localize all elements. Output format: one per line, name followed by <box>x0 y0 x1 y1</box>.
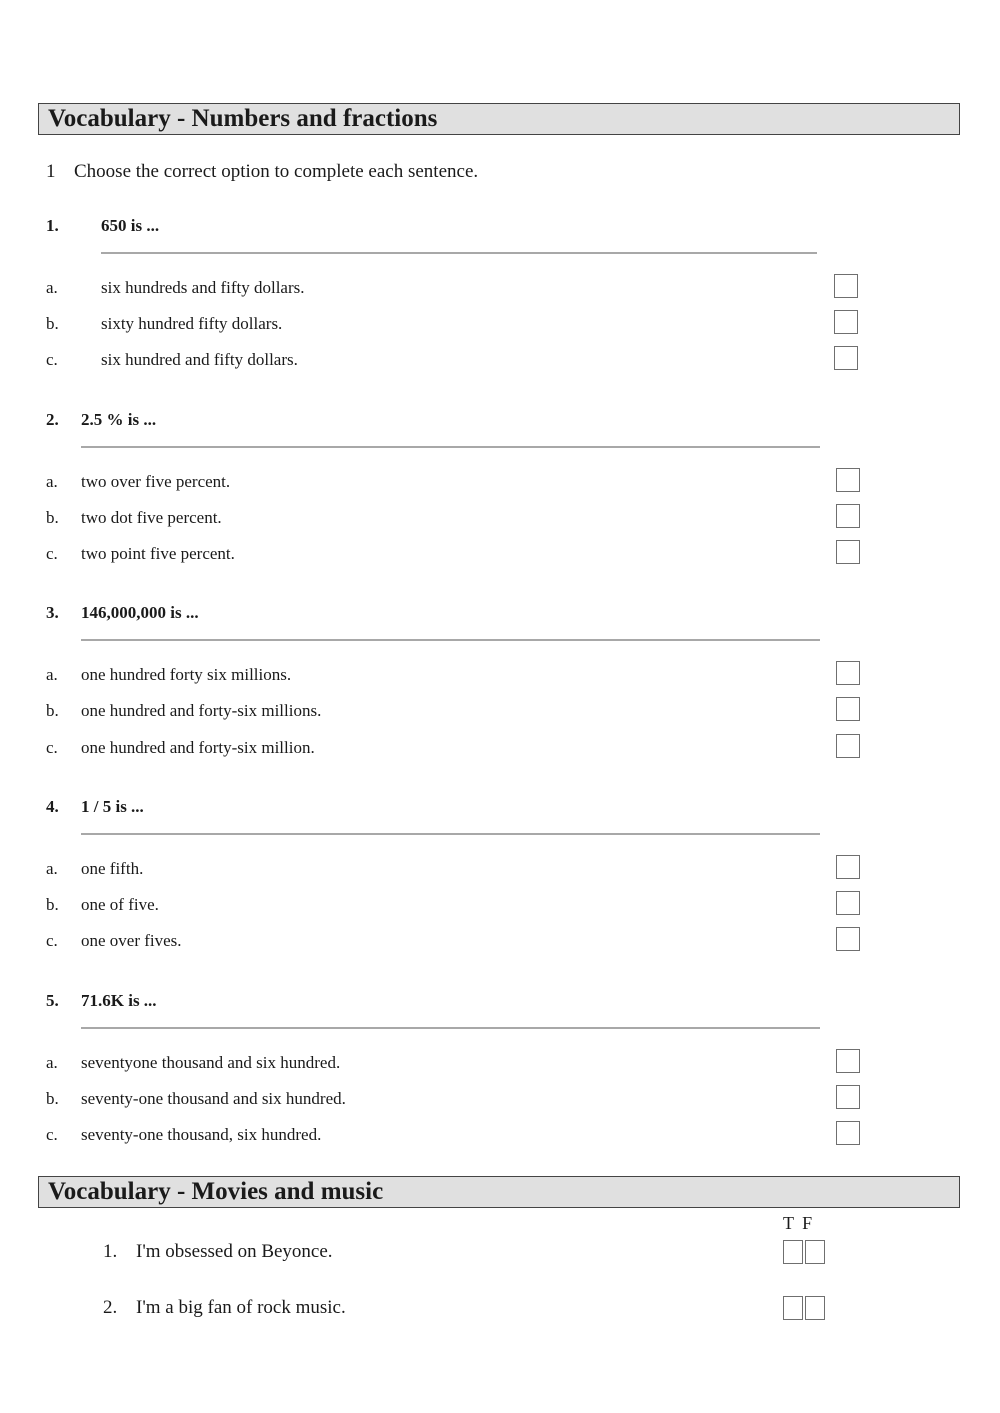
option-b <box>46 698 866 724</box>
answer-line <box>81 833 820 835</box>
section-header-numbers: Vocabulary - Numbers and fractions <box>38 103 960 135</box>
option-letter: a. <box>46 665 58 684</box>
option-text: one hundred forty six millions. <box>81 665 292 684</box>
statement-number: 2. <box>103 1297 118 1318</box>
option-letter: c. <box>46 544 58 563</box>
option-text: one fifth. <box>81 859 144 878</box>
option-b-checkbox[interactable] <box>836 1085 860 1109</box>
option-c <box>46 541 866 567</box>
section-header-movies-music: Vocabulary - Movies and music <box>38 1176 960 1208</box>
instruction-text: Choose the correct option to complete each sentence. <box>74 161 479 182</box>
option-letter: a. <box>46 278 58 297</box>
question-text: 71.6K is ... <box>81 991 157 1010</box>
answer-line <box>81 639 820 641</box>
option-text: six hundreds and fifty dollars. <box>101 278 305 297</box>
option-b <box>46 892 866 918</box>
option-b <box>46 1086 866 1112</box>
option-letter: a. <box>46 1053 58 1072</box>
option-letter: c. <box>46 931 58 950</box>
option-letter: c. <box>46 738 58 757</box>
option-c-checkbox[interactable] <box>834 346 858 370</box>
question-text: 650 is ... <box>101 216 160 235</box>
option-a <box>46 856 866 882</box>
question-number: 1. <box>46 216 59 235</box>
option-text: six hundred and fifty dollars. <box>101 350 298 369</box>
option-a <box>46 469 866 495</box>
option-b-checkbox[interactable] <box>836 891 860 915</box>
option-text: sixty hundred fifty dollars. <box>101 314 283 333</box>
option-c-checkbox[interactable] <box>836 927 860 951</box>
option-a <box>46 1050 866 1076</box>
option-a-checkbox[interactable] <box>836 661 860 685</box>
option-b-checkbox[interactable] <box>836 697 860 721</box>
statement-number: 1. <box>103 1241 118 1262</box>
statement-1 <box>103 1237 843 1267</box>
false-checkbox[interactable] <box>805 1240 825 1264</box>
true-checkbox[interactable] <box>783 1240 803 1264</box>
statement-2 <box>103 1293 843 1323</box>
option-letter: b. <box>46 701 59 720</box>
option-letter: b. <box>46 508 59 527</box>
option-letter: a. <box>46 859 58 878</box>
option-text: one of five. <box>81 895 159 914</box>
option-text: two point five percent. <box>81 544 235 563</box>
instruction-number: 1 <box>46 161 56 182</box>
option-text: seventy-one thousand and six hundred. <box>81 1089 346 1108</box>
option-text: seventyone thousand and six hundred. <box>81 1053 341 1072</box>
instruction <box>46 161 478 183</box>
option-c <box>46 1122 866 1148</box>
option-text: seventy-one thousand, six hundred. <box>81 1125 322 1144</box>
question-number: 5. <box>46 991 59 1010</box>
question-number: 3. <box>46 603 59 622</box>
question-text: 1 / 5 is ... <box>81 797 144 816</box>
true-false-header: T F <box>783 1213 813 1233</box>
option-a-checkbox[interactable] <box>836 468 860 492</box>
option-b <box>46 311 866 337</box>
option-b-checkbox[interactable] <box>834 310 858 334</box>
question-5 <box>46 990 866 1160</box>
option-c-checkbox[interactable] <box>836 1121 860 1145</box>
option-letter: b. <box>46 895 59 914</box>
statement-text: I'm obsessed on Beyonce. <box>136 1241 333 1262</box>
question-2 <box>46 409 866 579</box>
option-c <box>46 347 866 373</box>
option-a-checkbox[interactable] <box>834 274 858 298</box>
option-text: two dot five percent. <box>81 508 222 527</box>
option-text: two over five percent. <box>81 472 231 491</box>
option-letter: b. <box>46 314 59 333</box>
question-number: 4. <box>46 797 59 816</box>
false-checkbox[interactable] <box>805 1296 825 1320</box>
option-letter: b. <box>46 1089 59 1108</box>
question-number: 2. <box>46 410 59 429</box>
option-letter: a. <box>46 472 58 491</box>
option-a <box>46 662 866 688</box>
option-c <box>46 735 866 761</box>
option-letter: c. <box>46 350 58 369</box>
option-text: one over fives. <box>81 931 182 950</box>
option-b <box>46 505 866 531</box>
answer-line <box>101 252 817 254</box>
option-a <box>46 275 866 301</box>
option-letter: c. <box>46 1125 58 1144</box>
option-c-checkbox[interactable] <box>836 540 860 564</box>
answer-line <box>81 446 820 448</box>
option-a-checkbox[interactable] <box>836 1049 860 1073</box>
option-a-checkbox[interactable] <box>836 855 860 879</box>
statement-text: I'm a big fan of rock music. <box>136 1297 346 1318</box>
option-c-checkbox[interactable] <box>836 734 860 758</box>
question-3 <box>46 602 866 772</box>
option-c <box>46 928 866 954</box>
option-b-checkbox[interactable] <box>836 504 860 528</box>
question-text: 2.5 % is ... <box>81 410 157 429</box>
option-text: one hundred and forty-six millions. <box>81 701 322 720</box>
question-4 <box>46 796 866 966</box>
answer-line <box>81 1027 820 1029</box>
question-text: 146,000,000 is ... <box>81 603 199 622</box>
option-text: one hundred and forty-six million. <box>81 738 315 757</box>
question-1 <box>46 215 866 385</box>
true-checkbox[interactable] <box>783 1296 803 1320</box>
